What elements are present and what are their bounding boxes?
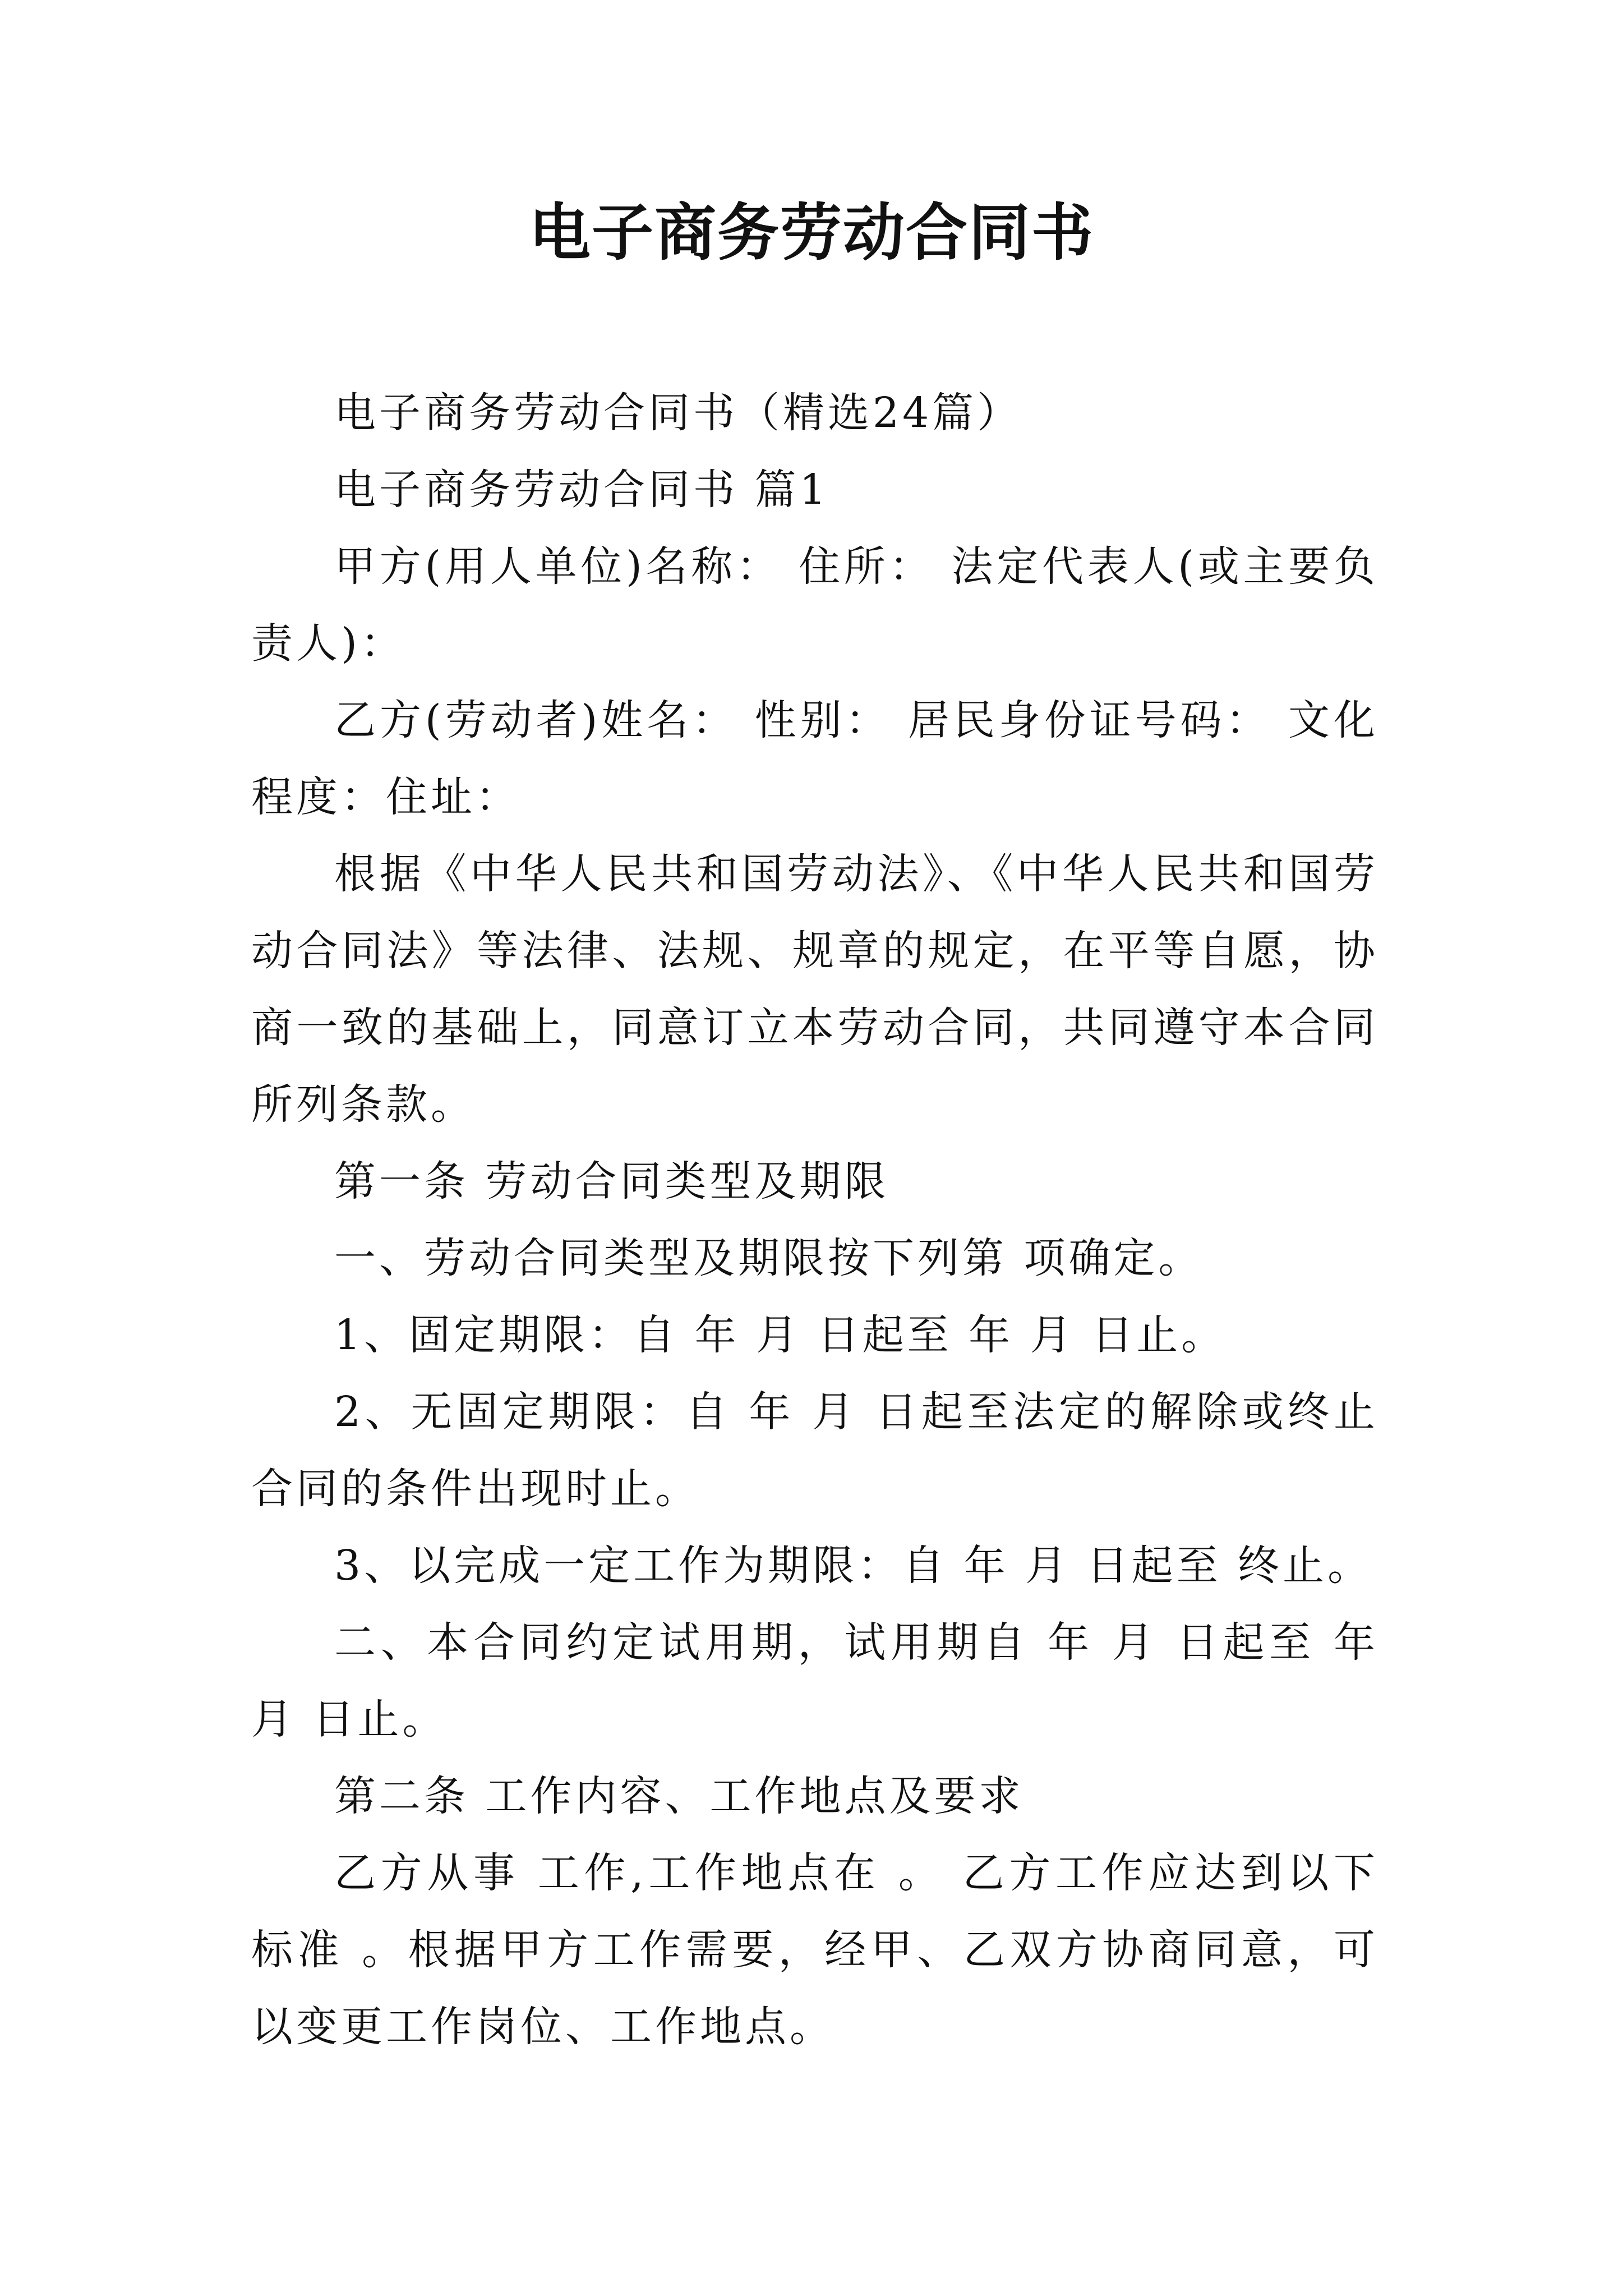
paragraph-subtitle: 电子商务劳动合同书（精选24篇） — [334, 389, 1022, 437]
paragraph-party-a: 甲方(用人单位)名称： 住所： 法定代表人(或主要负责人)： — [251, 542, 1378, 668]
paragraph-probation: 二、本合同约定试用期，试用期自 年 月 日起至 年 月 日止。 — [251, 1618, 1378, 1743]
paragraph-contract-type: 一、劳动合同类型及期限按下列第 项确定。 — [334, 1234, 1204, 1282]
paragraph-section-heading: 电子商务劳动合同书 篇1 — [334, 466, 829, 514]
paragraph-article-2-heading: 第二条 工作内容、工作地点及要求 — [334, 1772, 1024, 1820]
paragraph-preamble: 根据《中华人民共和国劳动法》、《中华人民共和国劳动合同法》等法律、法规、规章的规定，在平等自愿，协商一致的基础上，同意订立本劳动合同，共同遵守本合同所列条款。 — [251, 850, 1378, 1129]
document-title: 电子商务劳动合同书 — [529, 196, 1094, 269]
document-body — [251, 375, 1378, 2065]
paragraph-party-b: 乙方(劳动者)姓名： 性别： 居民身份证号码： 文化程度：住址： — [251, 696, 1378, 821]
paragraph-article-1-heading: 第一条 劳动合同类型及期限 — [334, 1157, 889, 1205]
paragraph-task-term: 3、以完成一定工作为期限：自 年 月 日起至 终止。 — [334, 1542, 1373, 1590]
paragraph-work-content: 乙方从事 工作,工作地点在 。 乙方工作应达到以下标准 。根据甲方工作需要，经甲、乙双方协商同意，可以变更工作岗位、工作地点。 — [251, 1849, 1378, 2051]
paragraph-open-term: 2、无固定期限：自 年 月 日起至法定的解除或终止合同的条件出现时止。 — [251, 1388, 1378, 1513]
paragraph-fixed-term: 1、固定期限：自 年 月 日起至 年 月 日止。 — [334, 1311, 1227, 1359]
